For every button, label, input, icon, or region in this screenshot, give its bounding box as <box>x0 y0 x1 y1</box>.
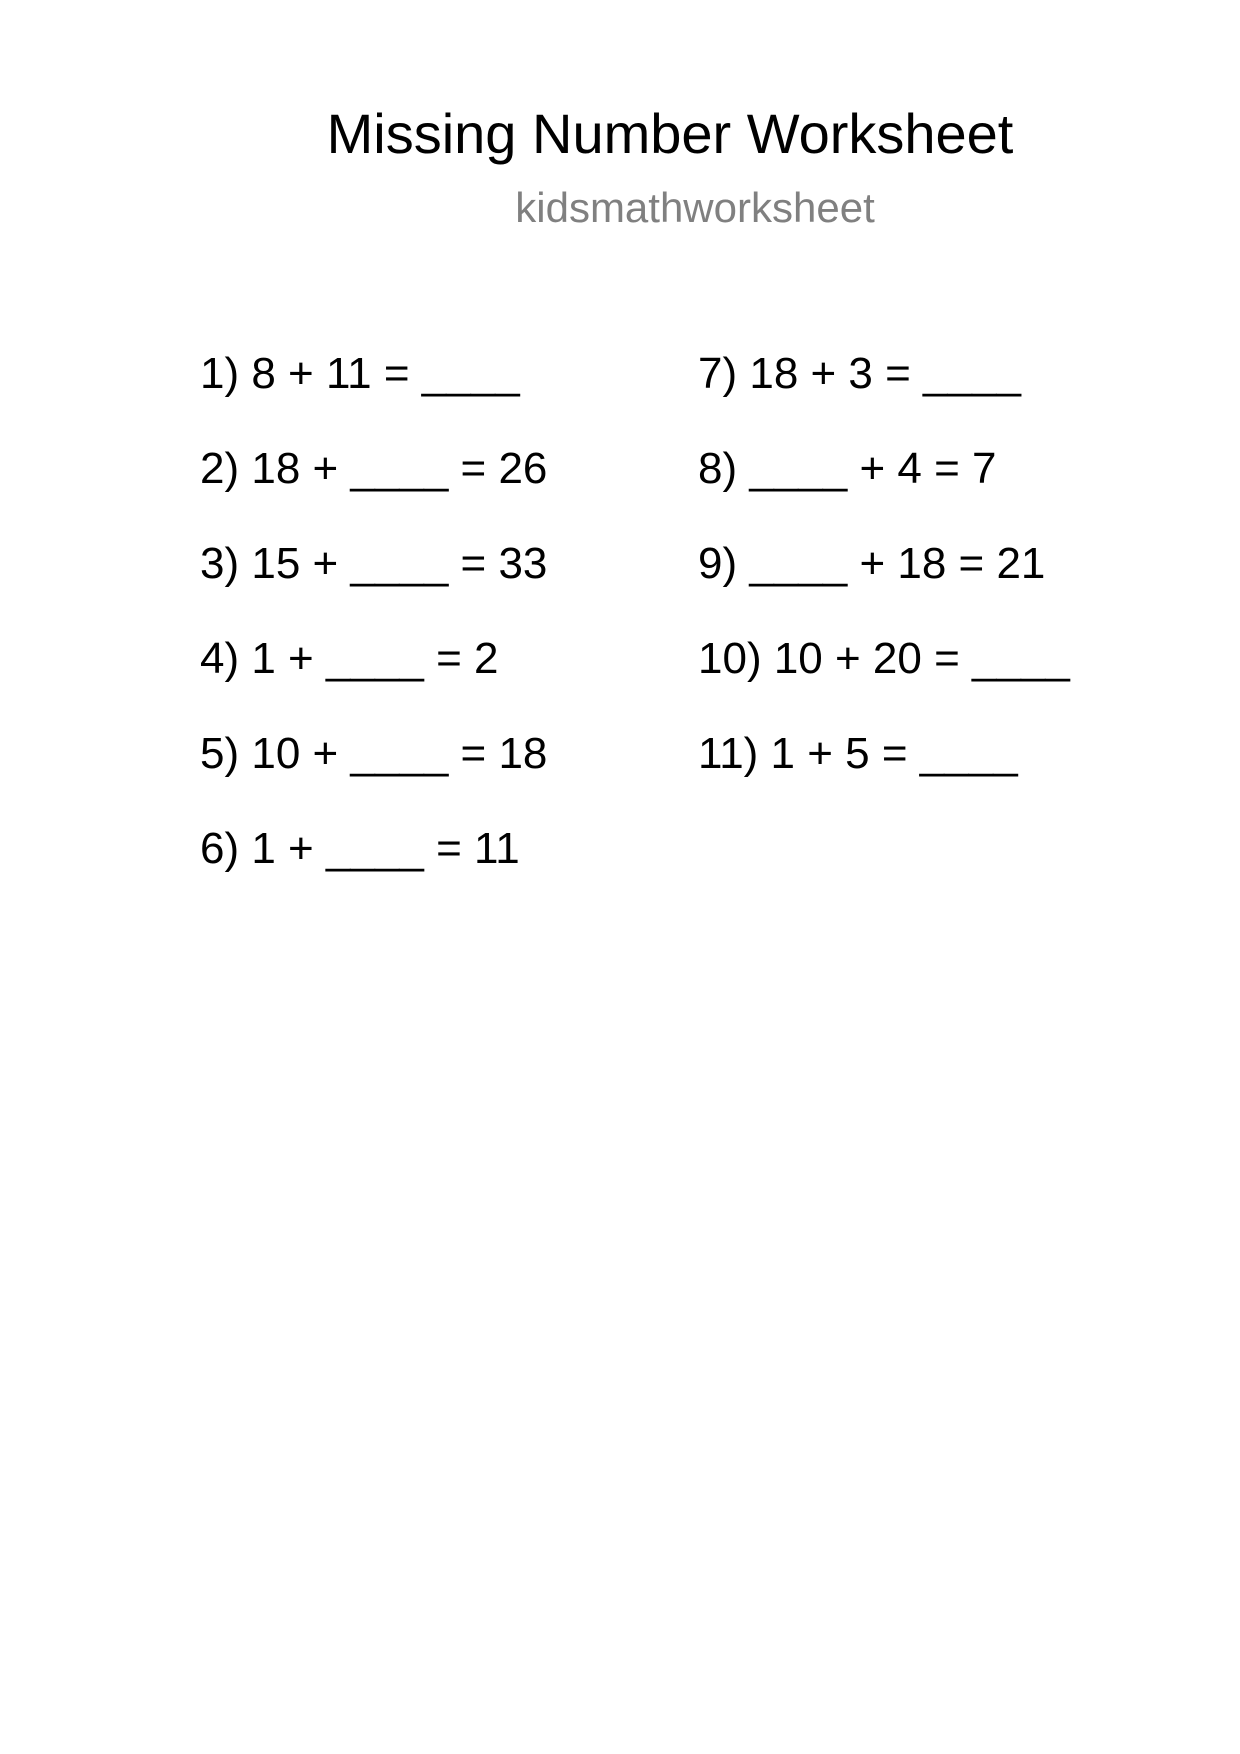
problem-11: 11) 1 + 5 = ____ <box>698 729 1018 778</box>
problem-7: 7) 18 + 3 = ____ <box>698 349 1021 398</box>
worksheet-subtitle: kidsmathworksheet <box>515 184 875 231</box>
problem-8: 8) ____ + 4 = 7 <box>698 444 997 493</box>
problem-10: 10) 10 + 20 = ____ <box>698 634 1070 683</box>
problem-6: 6) 1 + ____ = 11 <box>200 824 520 873</box>
problem-1: 1) 8 + 11 = ____ <box>200 349 520 398</box>
worksheet-title: Missing Number Worksheet <box>326 102 1014 165</box>
problem-column-left <box>200 344 547 914</box>
problem-2: 2) 18 + ____ = 26 <box>200 444 548 493</box>
problem-3: 3) 15 + ____ = 33 <box>200 539 548 588</box>
problem-9: 9) ____ + 18 = 21 <box>698 539 1046 588</box>
problem-column-right <box>698 344 1070 819</box>
problem-5: 5) 10 + ____ = 18 <box>200 729 548 778</box>
problem-4: 4) 1 + ____ = 2 <box>200 634 499 683</box>
